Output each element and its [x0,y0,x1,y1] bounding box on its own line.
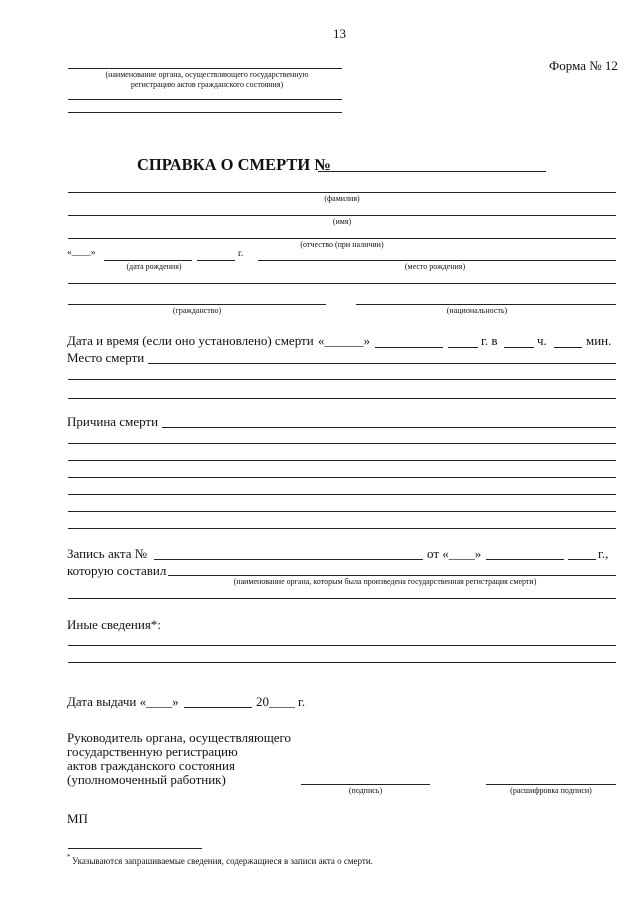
act-record-label: Запись акта № [67,546,148,561]
citizenship-field[interactable] [68,304,326,305]
birth-month-field[interactable] [104,260,192,261]
head-title-3: актов гражданского состояния [67,758,235,773]
name-field[interactable] [68,215,616,216]
footnote-mark: * [67,853,71,861]
act-month-field[interactable] [486,559,564,560]
signature-field[interactable] [301,784,430,785]
citizenship-caption: (гражданство) [172,306,222,315]
death-cause-field-2[interactable] [68,443,616,444]
registry-org-line-2[interactable] [68,99,342,100]
birth-year-field[interactable] [197,260,235,261]
death-hours-label: ч. [537,333,547,348]
death-minutes-label: мин. [586,333,612,348]
death-place-label: Место смерти [67,350,145,365]
death-cause-field-7[interactable] [68,528,616,529]
registry-org-line[interactable] [68,68,342,69]
page-title: СПРАВКА О СМЕРТИ № [137,155,331,174]
death-month-field[interactable] [375,347,443,348]
surname-field[interactable] [68,192,616,193]
other-info-field[interactable] [68,645,616,646]
birth-place-field-2[interactable] [68,283,616,284]
death-place-field-2[interactable] [68,379,616,380]
death-year-label: г. в [481,333,498,348]
signature-decode-field[interactable] [486,784,616,785]
footnote-text: Указываются запрашиваемые сведения, содержащиеся в записи акта о смерти. [72,856,373,866]
head-title-1: Руководитель органа, осуществляющего [67,730,291,745]
page-number: 13 [333,26,346,41]
birth-place-field[interactable] [258,260,616,261]
birth-place-caption: (место рождения) [404,262,466,271]
other-info-field-2[interactable] [68,662,616,663]
death-cause-field-5[interactable] [68,494,616,495]
head-title-4: (уполномоченный работник) [67,772,226,787]
issue-century[interactable]: 20____ [256,694,295,709]
act-composed-label: которую составил [67,563,167,578]
registry-org-caption-1: (наименование органа, осуществляющего государственную [105,70,309,79]
birth-year-label: г. [238,249,244,259]
signature-decode-caption: (расшифровка подписи) [510,786,592,795]
signature-caption: (подпись) [348,786,383,795]
death-hours-field[interactable] [504,347,534,348]
death-minutes-field[interactable] [554,347,582,348]
stamp-label: МП [67,811,88,826]
issue-date-label: Дата выдачи «____» [67,694,179,709]
act-composed-caption: (наименование органа, которым была произведена государственная регистрация смерти) [233,577,537,586]
death-cause-field-3[interactable] [68,460,616,461]
act-record-number-field[interactable] [154,559,423,560]
surname-caption: (фамилия) [324,194,360,203]
certificate-number-field[interactable] [318,171,546,172]
patronymic-field[interactable] [68,238,616,239]
birth-day-field[interactable]: «____» [67,248,96,258]
name-caption: (имя) [332,217,352,226]
form-label: Форма № 12 [549,58,618,73]
death-place-field-3[interactable] [68,398,616,399]
registry-org-line-3[interactable] [68,112,342,113]
death-year-field[interactable] [448,347,478,348]
nationality-field[interactable] [356,304,616,305]
act-composed-field[interactable] [168,575,616,576]
birth-date-caption: (дата рождения) [126,262,182,271]
act-year-label: г., [598,546,609,561]
issue-month-field[interactable] [184,707,252,708]
death-cause-label: Причина смерти [67,414,159,429]
act-year-field[interactable] [568,559,596,560]
other-info-label: Иные сведения*: [67,617,161,632]
act-composed-field-2[interactable] [68,598,616,599]
registry-org-caption-2: регистрацию актов гражданского состояния) [130,80,284,89]
death-cause-field-6[interactable] [68,511,616,512]
issue-year-label: г. [298,694,306,709]
patronymic-caption: (отчество (при наличии) [300,240,384,249]
head-title-2: государственную регистрацию [67,744,238,759]
act-day-field[interactable]: от «____» [427,546,482,561]
nationality-caption: (национальность) [446,306,508,315]
death-datetime-label: Дата и время (если оно установлено) смерти [67,333,314,348]
death-cause-field[interactable] [162,427,616,428]
footnote-divider [68,848,202,849]
death-day-field[interactable]: «______» [318,333,370,348]
death-place-field[interactable] [148,363,616,364]
death-cause-field-4[interactable] [68,477,616,478]
